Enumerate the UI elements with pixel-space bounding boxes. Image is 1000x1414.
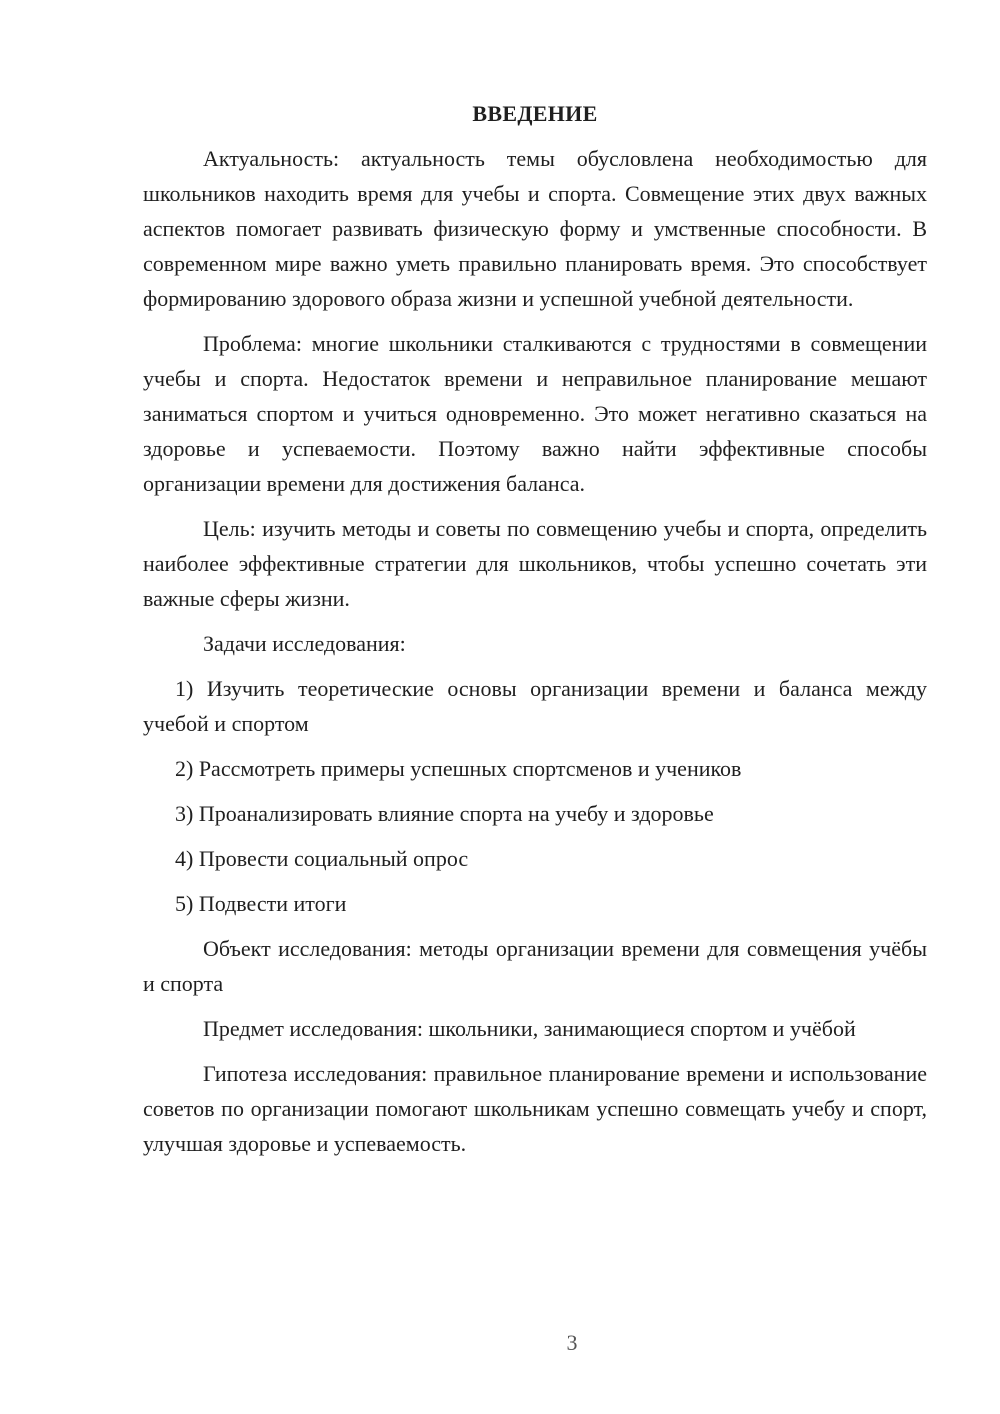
- task-item: 4) Провести социальный опрос: [175, 846, 469, 871]
- goal-paragraph: Цель: изучить методы и советы по совмещению учебы и спорта, определить наиболее эффективные стратегии для школьников, чтобы успешно сочетать эти важные сферы жизни.: [143, 516, 927, 611]
- task-item: 3) Проанализировать влияние спорта на учебу и здоровье: [175, 801, 714, 826]
- hypothesis-paragraph: Гипотеза исследования: правильное планирование времени и использование советов по организации помогают школьникам успешно совмещать учебу и спорт, улучшая здоровье и успеваемость.: [143, 1061, 927, 1156]
- subject-paragraph: Предмет исследования: школьники, занимающиеся спортом и учёбой: [203, 1016, 856, 1041]
- task-item: 5) Подвести итоги: [175, 891, 347, 916]
- page-number: 3: [566, 1330, 578, 1355]
- task-item: 1) Изучить теоретические основы организации времени и баланса между учебой и спортом: [143, 676, 927, 736]
- tasks-heading: Задачи исследования:: [203, 631, 406, 656]
- object-paragraph: Объект исследования: методы организации времени для совмещения учёбы и спорта: [143, 936, 927, 996]
- page-title: ВВЕДЕНИЕ: [472, 101, 598, 126]
- relevance-paragraph: Актуальность: актуальность темы обусловлена необходимостью для школьников находить время для учебы и спорта. Совмещение этих двух важных аспектов помогает развивать физическую форму и умственные способности. В современном мире важно уметь правильно планировать время. Это способствует формированию здорового образа жизни и успешной учебной деятельности.: [143, 146, 927, 311]
- problem-paragraph: Проблема: многие школьники сталкиваются с трудностями в совмещении учебы и спорта. Недостаток времени и неправильное планирование мешают заниматься спортом и учиться одновременно. Это может негативно сказаться на здоровье и успеваемости. Поэтому важно найти эффективные способы организации времени для достижения баланса.: [143, 331, 927, 496]
- page-content: [143, 96, 927, 1171]
- task-item: 2) Рассмотреть примеры успешных спортсменов и учеников: [175, 756, 742, 781]
